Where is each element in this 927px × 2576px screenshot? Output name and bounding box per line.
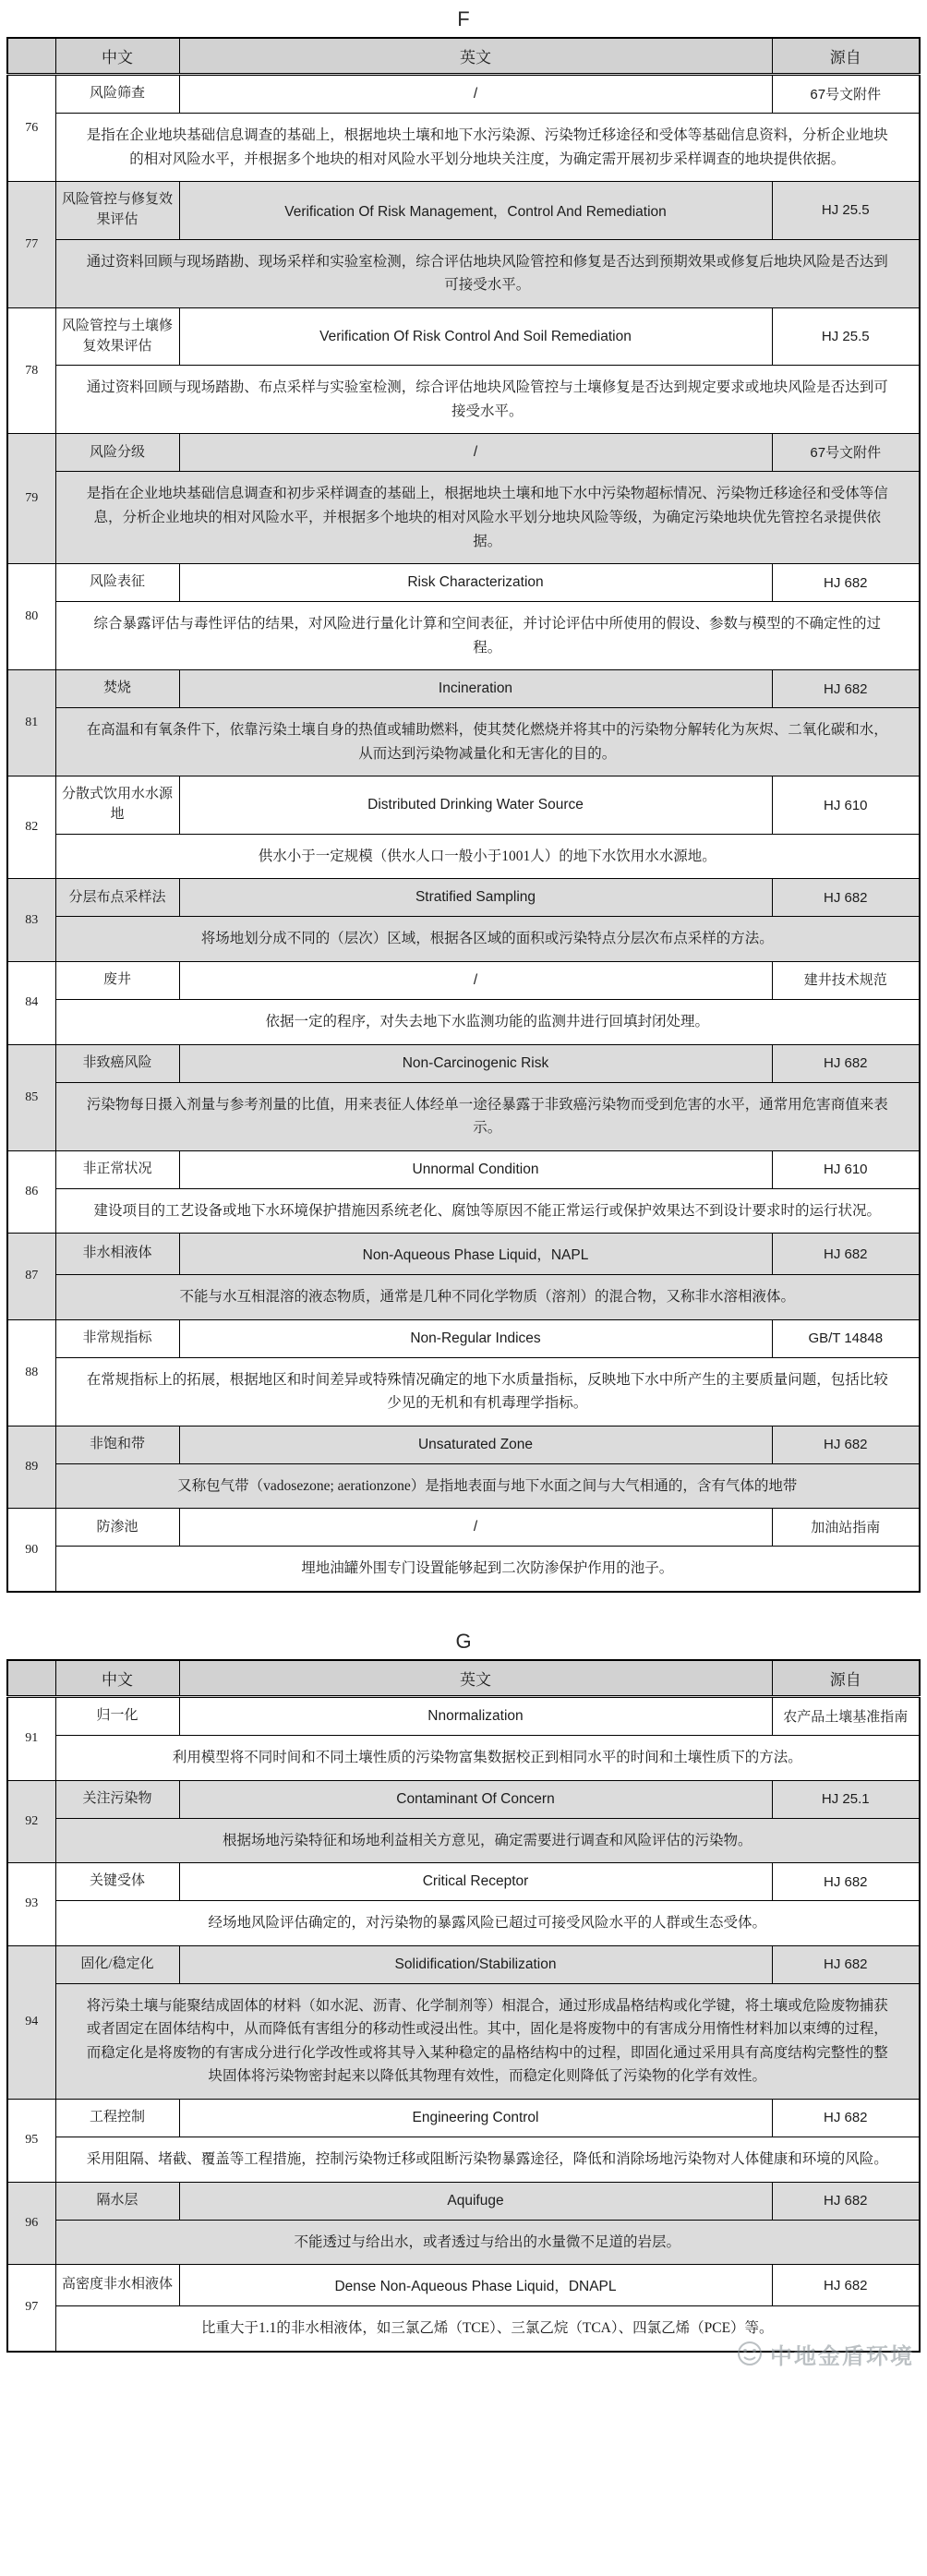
definition: 不能与水互相混溶的液态物质，通常是几种不同化学物质（溶剂）的混合物，又称非水溶相液体。	[55, 1275, 920, 1320]
term-chinese: 关注污染物	[55, 1780, 179, 1818]
term-source: HJ 25.5	[772, 307, 920, 366]
term-row	[7, 1044, 920, 1082]
term-english: Critical Receptor	[179, 1863, 772, 1901]
term-row	[7, 1319, 920, 1357]
term-chinese: 关键受体	[55, 1863, 179, 1901]
term-source: HJ 682	[772, 1863, 920, 1901]
definition-row	[7, 1818, 920, 1863]
definition-row	[7, 1736, 920, 1781]
term-chinese: 风险分级	[55, 434, 179, 472]
term-english: /	[179, 434, 772, 472]
header-row	[7, 38, 920, 75]
definition-row	[7, 917, 920, 962]
term-row	[7, 564, 920, 602]
term-source: 67号文附件	[772, 434, 920, 472]
term-row	[7, 75, 920, 114]
term-source: HJ 682	[772, 879, 920, 917]
definition-row	[7, 2220, 920, 2265]
definition: 通过资料回顾与现场踏勘、现场采样和实验室检测，综合评估地块风险管控和修复是否达到预期效果或修复后地块风险是否达到可接受水平。	[55, 239, 920, 307]
term-chinese: 非常规指标	[55, 1319, 179, 1357]
column-header-number	[7, 1660, 55, 1697]
term-chinese: 风险筛查	[55, 75, 179, 114]
term-source: 加油站指南	[772, 1509, 920, 1547]
definition: 将污染土壤与能聚结成固体的材料（如水泥、沥青、化学制剂等）相混合，通过形成晶格结构或化学键，将土壤或危险废物捕获或者固定在固体结构中，从而降低有害组分的移动性或浸出性。其中，固化是将废物中的有害成分用惰性材料加以束缚的过程，而稳定化是将废物的有害成分进行化学改性或将其导入某种稳定的晶格结构中的过程，即固化通过采用具有高度结构完整性的整块固体将污染物密封起来以降低其物理有效性，而稳定化则降低了污染物的化学有效性。	[55, 1983, 920, 2099]
column-header-source: 源自	[772, 1660, 920, 1697]
row-number: 94	[7, 1945, 55, 2099]
term-english: Stratified Sampling	[179, 879, 772, 917]
definition-row	[7, 1547, 920, 1592]
term-english: Verification Of Risk Control And Soil Remediation	[179, 307, 772, 366]
row-number: 78	[7, 307, 55, 434]
row-number: 93	[7, 1863, 55, 1946]
definition: 不能透过与给出水，或者透过与给出的水量微不足道的岩层。	[55, 2220, 920, 2265]
definition: 采用阻隔、堵截、覆盖等工程措施，控制污染物迁移或阻断污染物暴露途径，降低和消除场地污染物对人体健康和环境的风险。	[55, 2137, 920, 2182]
term-chinese: 固化/稳定化	[55, 1945, 179, 1983]
term-source: GB/T 14848	[772, 1319, 920, 1357]
term-english: Non-Aqueous Phase Liquid，NAPL	[179, 1234, 772, 1275]
term-row	[7, 1150, 920, 1188]
term-english: /	[179, 961, 772, 999]
definition: 又称包气带（vadosezone; aerationzone）是指地表面与地下水面之间与大气相通的，含有气体的地带	[55, 1463, 920, 1509]
term-chinese: 风险表征	[55, 564, 179, 602]
definition: 建设项目的工艺设备或地下水环境保护措施因系统老化、腐蚀等原因不能正常运行或保护效果达不到设计要求时的运行状况。	[55, 1188, 920, 1234]
term-english: Risk Characterization	[179, 564, 772, 602]
term-source: HJ 25.5	[772, 182, 920, 240]
term-english: Engineering Control	[179, 2099, 772, 2137]
definition-row	[7, 1357, 920, 1426]
definition: 在常规指标上的拓展，根据地区和时间差异或特殊情况确定的地下水质量指标，反映地下水中所产生的主要质量问题，包括比较少见的无机和有机毒理学指标。	[55, 1357, 920, 1426]
term-source: HJ 682	[772, 1044, 920, 1082]
watermark	[0, 2338, 927, 2370]
column-header-chinese: 中文	[55, 38, 179, 75]
row-number: 91	[7, 1697, 55, 1781]
column-header-english: 英文	[179, 38, 772, 75]
term-chinese: 归一化	[55, 1697, 179, 1736]
definition: 是指在企业地块基础信息调查的基础上，根据地块土壤和地下水污染源、污染物迁移途径和受体等基础信息资料，分析企业地块的相对风险水平，并根据多个地块的相对风险水平划分地块关注度，为确定需开展初步采样调查的地块提供依据。	[55, 114, 920, 182]
row-number: 81	[7, 670, 55, 776]
row-number: 88	[7, 1319, 55, 1426]
term-source: HJ 610	[772, 776, 920, 835]
term-chinese: 非致癌风险	[55, 1044, 179, 1082]
term-source: HJ 682	[772, 2099, 920, 2137]
column-header-number	[7, 38, 55, 75]
row-number: 89	[7, 1426, 55, 1509]
term-source: HJ 682	[772, 1945, 920, 1983]
term-chinese: 分层布点采样法	[55, 879, 179, 917]
definition-row	[7, 602, 920, 670]
section-divider	[0, 1593, 927, 1626]
definition: 比重大于1.1的非水相液体，如三氯乙烯（TCE）、三氯乙烷（TCA）、四氯乙烯（PCE）等。	[55, 2306, 920, 2352]
section-g-title: G	[455, 1630, 472, 1653]
term-english: Nnormalization	[179, 1697, 772, 1736]
term-chinese: 风险管控与修复效果评估	[55, 182, 179, 240]
definition-row	[7, 472, 920, 564]
definition: 是指在企业地块基础信息调查和初步采样调查的基础上，根据地块土壤和地下水中污染物超标情况、污染物迁移途径和受体等信息，分析企业地块的相对风险水平，并根据多个地块的相对风险水平划分地块风险等级，为确定污染地块优先管控名录提供依据。	[55, 472, 920, 564]
watermark-text: 中地金盾环境	[770, 2343, 914, 2369]
term-row	[7, 434, 920, 472]
definition-row	[7, 1275, 920, 1320]
term-row	[7, 2099, 920, 2137]
column-header-english: 英文	[179, 1660, 772, 1697]
glossary-table-g-container	[0, 1659, 927, 2353]
term-source: 67号文附件	[772, 75, 920, 114]
term-source: 农产品土壤基准指南	[772, 1697, 920, 1736]
term-english: Contaminant Of Concern	[179, 1780, 772, 1818]
term-row	[7, 670, 920, 708]
glossary-table	[6, 1659, 921, 2353]
definition: 在高温和有氧条件下，依靠污染土壤自身的热值或辅助燃料，使其焚化燃烧并将其中的污染物分解转化为灰烬、二氧化碳和水，从而达到污染物减量化和无害化的目的。	[55, 708, 920, 776]
glossary-table-f-container	[0, 37, 927, 1593]
row-number: 97	[7, 2265, 55, 2352]
section-f	[0, 7, 927, 1593]
definition-row	[7, 834, 920, 879]
term-chinese: 工程控制	[55, 2099, 179, 2137]
definition: 根据场地污染特征和场地利益相关方意见，确定需要进行调查和风险评估的污染物。	[55, 1818, 920, 1863]
term-chinese: 风险管控与土壤修复效果评估	[55, 307, 179, 366]
definition-row	[7, 366, 920, 434]
definition-row	[7, 1463, 920, 1509]
term-chinese: 分散式饮用水水源地	[55, 776, 179, 835]
term-source: HJ 682	[772, 2265, 920, 2306]
definition: 经场地风险评估确定的，对污染物的暴露风险已超过可接受风险水平的人群或生态受体。	[55, 1901, 920, 1946]
row-number: 83	[7, 879, 55, 962]
column-header-chinese: 中文	[55, 1660, 179, 1697]
term-row	[7, 961, 920, 999]
term-chinese: 废井	[55, 961, 179, 999]
section-g	[0, 1630, 927, 2353]
term-row	[7, 879, 920, 917]
term-english: Incineration	[179, 670, 772, 708]
term-chinese: 非水相液体	[55, 1234, 179, 1275]
definition-row	[7, 1188, 920, 1234]
row-number: 90	[7, 1509, 55, 1592]
term-english: Non-Regular Indices	[179, 1319, 772, 1357]
term-english: /	[179, 1509, 772, 1547]
definition: 综合暴露评估与毒性评估的结果，对风险进行量化计算和空间表征，并讨论评估中所使用的假设、参数与模型的不确定性的过程。	[55, 602, 920, 670]
row-number: 96	[7, 2182, 55, 2265]
header-row	[7, 1660, 920, 1697]
definition: 埋地油罐外围专门设置能够起到二次防渗保护作用的池子。	[55, 1547, 920, 1592]
definition-row	[7, 1983, 920, 2099]
term-source: HJ 682	[772, 2182, 920, 2220]
term-row	[7, 1945, 920, 1983]
term-source: HJ 682	[772, 1426, 920, 1463]
watermark-logo-icon	[736, 2340, 764, 2367]
term-source: HJ 682	[772, 670, 920, 708]
term-source: 建井技术规范	[772, 961, 920, 999]
term-english: Aquifuge	[179, 2182, 772, 2220]
row-number: 76	[7, 75, 55, 182]
column-header-source: 源自	[772, 38, 920, 75]
section-f-title: F	[457, 7, 470, 30]
definition-row	[7, 2137, 920, 2182]
term-english: Distributed Drinking Water Source	[179, 776, 772, 835]
term-row	[7, 1863, 920, 1901]
row-number: 95	[7, 2099, 55, 2182]
term-chinese: 隔水层	[55, 2182, 179, 2220]
definition: 依据一定的程序，对失去地下水监测功能的监测井进行回填封闭处理。	[55, 999, 920, 1044]
term-row	[7, 307, 920, 366]
glossary-table	[6, 37, 921, 1593]
term-english: Solidification/Stabilization	[179, 1945, 772, 1983]
term-source: HJ 682	[772, 1234, 920, 1275]
definition-row	[7, 708, 920, 776]
term-chinese: 高密度非水相液体	[55, 2265, 179, 2306]
term-chinese: 焚烧	[55, 670, 179, 708]
term-row	[7, 1780, 920, 1818]
term-row	[7, 1234, 920, 1275]
term-chinese: 非正常状况	[55, 1150, 179, 1188]
row-number: 84	[7, 961, 55, 1044]
row-number: 79	[7, 434, 55, 564]
term-english: Unsaturated Zone	[179, 1426, 772, 1463]
term-chinese: 防渗池	[55, 1509, 179, 1547]
definition: 将场地划分成不同的（层次）区域，根据各区域的面积或污染特点分层次布点采样的方法。	[55, 917, 920, 962]
term-row	[7, 1426, 920, 1463]
term-row	[7, 1697, 920, 1736]
row-number: 82	[7, 776, 55, 879]
term-row	[7, 2182, 920, 2220]
term-row	[7, 1509, 920, 1547]
row-number: 85	[7, 1044, 55, 1150]
term-source: HJ 682	[772, 564, 920, 602]
definition: 通过资料回顾与现场踏勘、布点采样与实验室检测，综合评估地块风险管控与土壤修复是否达到规定要求或地块风险是否达到可接受水平。	[55, 366, 920, 434]
definition: 污染物每日摄入剂量与参考剂量的比值，用来表征人体经单一途径暴露于非致癌污染物而受到危害的水平，通常用危害商值来表示。	[55, 1082, 920, 1150]
term-english: Non-Carcinogenic Risk	[179, 1044, 772, 1082]
definition: 供水小于一定规模（供水人口一般小于1001人）的地下水饮用水水源地。	[55, 834, 920, 879]
term-row	[7, 182, 920, 240]
term-row	[7, 2265, 920, 2306]
row-number: 86	[7, 1150, 55, 1234]
definition-row	[7, 1901, 920, 1946]
term-row	[7, 776, 920, 835]
definition-row	[7, 999, 920, 1044]
term-chinese: 非饱和带	[55, 1426, 179, 1463]
term-english: Verification Of Risk Management，Control And Remediation	[179, 182, 772, 240]
definition-row	[7, 1082, 920, 1150]
term-source: HJ 25.1	[772, 1780, 920, 1818]
definition-row	[7, 114, 920, 182]
term-english: /	[179, 75, 772, 114]
definition: 利用模型将不同时间和不同土壤性质的污染物富集数据校正到相同水平的时间和土壤性质下的方法。	[55, 1736, 920, 1781]
term-english: Unnormal Condition	[179, 1150, 772, 1188]
term-source: HJ 610	[772, 1150, 920, 1188]
row-number: 77	[7, 182, 55, 308]
row-number: 80	[7, 564, 55, 670]
term-english: Dense Non-Aqueous Phase Liquid，DNAPL	[179, 2265, 772, 2306]
definition-row	[7, 239, 920, 307]
row-number: 92	[7, 1780, 55, 1863]
row-number: 87	[7, 1234, 55, 1320]
